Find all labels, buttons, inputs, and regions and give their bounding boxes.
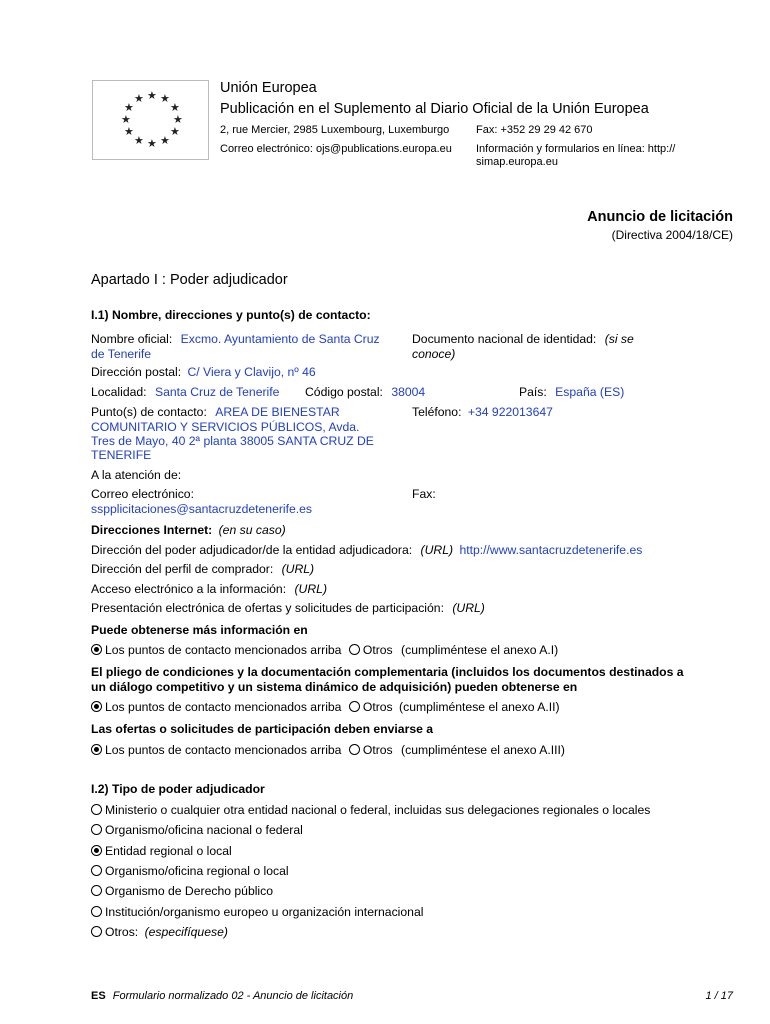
contacto-label: Punto(s) de contacto: — [91, 405, 207, 419]
section-title: Apartado I : Poder adjudicador — [91, 272, 288, 288]
perfil-label: Dirección del perfil de comprador: — [91, 562, 274, 576]
dni-hint: (si se — [604, 332, 634, 346]
internet-label: Direcciones Internet: — [91, 523, 213, 537]
contacto-value-4: TENERIFE — [91, 448, 152, 462]
fax-label: Fax: — [412, 487, 436, 501]
header-online-2: simap.europa.eu — [476, 156, 558, 168]
doc-subtitle: (Directiva 2004/18/CE) — [611, 228, 733, 242]
ofertas-options — [91, 743, 565, 757]
header-online: Información y formularios en línea: http:// — [476, 143, 676, 155]
opt-puntos-label: Los puntos de contacto mencionados arriba — [105, 700, 342, 714]
section-i1-title: I.1) Nombre, direcciones y punto(s) de contacto: — [91, 308, 371, 322]
star-icon: ★ — [170, 126, 180, 138]
contacto-value: AREA DE BIENESTAR — [215, 405, 340, 419]
acceso-label: Acceso electrónico a la información: — [91, 582, 287, 596]
radio-tipo-entidad-regional-selected[interactable] — [91, 845, 102, 856]
contacto-row — [91, 405, 340, 419]
radio-puntos-selected[interactable] — [91, 644, 102, 655]
tipo-label: Institución/organismo europeo u organización internacional — [105, 905, 424, 919]
tipo-option — [91, 905, 423, 919]
star-icon: ★ — [134, 93, 144, 105]
contacto-value-3: Tres de Mayo, 40 2ª planta 38005 SANTA CRUZ DE — [91, 434, 374, 448]
tipo-label: Ministerio o cualquier otra entidad nacional o federal, incluidas sus delegaciones regionales o locales — [105, 803, 651, 817]
tipo-option — [91, 823, 303, 837]
info-title: Puede obtenerse más información en — [91, 623, 308, 637]
star-icon: ★ — [147, 138, 157, 150]
pais-label: País: — [519, 385, 547, 399]
radio-tipo-otros[interactable] — [91, 926, 102, 937]
pliego-title: El pliego de condiciones y la documentación complementaria (incluidos los documentos destinados a — [91, 665, 684, 679]
dir-poder-link[interactable]: http://www.santacruzdetenerife.es — [459, 543, 643, 557]
radio-otros[interactable] — [349, 701, 360, 712]
eu-flag-logo — [92, 80, 209, 160]
cp-row — [305, 385, 425, 399]
anexo-a1: (cumpliméntese el anexo A.I) — [401, 643, 559, 657]
presentacion-row — [91, 601, 485, 615]
star-icon: ★ — [147, 90, 157, 102]
pliego-options — [91, 700, 560, 714]
url-hint: (URL) — [294, 582, 327, 596]
localidad-label: Localidad: — [91, 385, 147, 399]
radio-tipo-organismo-nacional[interactable] — [91, 824, 102, 835]
tipo-label: Otros: — [105, 925, 139, 939]
direccion-label: Dirección postal: — [91, 365, 182, 379]
nombre-value: Excmo. Ayuntamiento de Santa Cruz — [180, 332, 380, 346]
footer — [91, 990, 353, 1002]
internet-row — [91, 523, 286, 537]
radio-puntos-selected[interactable] — [91, 744, 102, 755]
perfil-row — [91, 562, 314, 576]
url-hint: (URL) — [452, 601, 485, 615]
header-address: 2, rue Mercier, 2985 Luxembourg, Luxemburgo — [220, 124, 450, 136]
tipo-label: Entidad regional o local — [105, 844, 232, 858]
tipo-option — [91, 864, 289, 878]
header-publication: Publicación en el Suplemento al Diario Oficial de la Unión Europea — [220, 101, 649, 117]
tipo-option — [91, 925, 228, 939]
otros-hint: (especifíquese) — [144, 925, 228, 939]
star-icon: ★ — [160, 135, 170, 147]
pais-row — [519, 385, 624, 399]
tipo-option — [91, 844, 232, 858]
opt-otros-label: Otros — [362, 643, 393, 657]
telefono-value: +34 922013647 — [467, 405, 553, 419]
ofertas-title: Las ofertas o solicitudes de participación deben enviarse a — [91, 722, 434, 736]
radio-puntos-selected[interactable] — [91, 701, 102, 712]
cp-value: 38004 — [391, 385, 426, 399]
dir-poder-label: Dirección del poder adjudicador/de la entidad adjudicadora: — [91, 543, 413, 557]
cp-label: Código postal: — [305, 385, 383, 399]
contacto-value-2: COMUNITARIO Y SERVICIOS PÚBLICOS, Avda. — [91, 420, 360, 434]
anexo-a2: (cumpliméntese el anexo A.II) — [399, 700, 560, 714]
correo-value: sspplicitaciones@santacruzdetenerife.es — [91, 502, 313, 516]
nombre-row — [91, 332, 380, 346]
internet-hint: (en su caso) — [218, 523, 286, 537]
radio-otros[interactable] — [349, 644, 360, 655]
presentacion-label: Presentación electrónica de ofertas y solicitudes de participación: — [91, 601, 444, 615]
opt-otros-label: Otros — [362, 700, 393, 714]
star-icon: ★ — [160, 93, 170, 105]
radio-tipo-derecho-publico[interactable] — [91, 885, 102, 896]
pliego-title-2: un diálogo competitivo y un sistema dinámico de adquisición) pueden obtenerse en — [91, 680, 578, 694]
dni-row — [412, 332, 634, 346]
footer-lang: ES — [91, 990, 106, 1002]
anexo-a3: (cumpliméntese el anexo A.III) — [401, 743, 565, 757]
tipo-label: Organismo/oficina nacional o federal — [105, 823, 303, 837]
dir-poder-row — [91, 543, 642, 557]
tipo-label: Organismo de Derecho público — [105, 884, 274, 898]
tipo-label: Organismo/oficina regional o local — [105, 864, 289, 878]
telefono-label: Teléfono: — [412, 405, 462, 419]
correo-label: Correo electrónico: — [91, 487, 194, 501]
radio-otros[interactable] — [349, 744, 360, 755]
direccion-value: C/ Viera y Clavijo, nº 46 — [187, 365, 316, 379]
dni-hint-2: conoce) — [412, 347, 456, 361]
pais-value: España (ES) — [555, 385, 625, 399]
opt-puntos-label: Los puntos de contacto mencionados arriba — [105, 643, 342, 657]
url-hint: (URL) — [420, 543, 454, 557]
star-icon: ★ — [134, 135, 144, 147]
header-fax: Fax: +352 29 29 42 670 — [476, 124, 593, 136]
direccion-row — [91, 365, 316, 379]
dni-label: Documento nacional de identidad: — [412, 332, 597, 346]
tipo-option — [91, 803, 650, 817]
star-icon: ★ — [124, 126, 134, 138]
star-icon: ★ — [124, 102, 134, 114]
url-hint: (URL) — [281, 562, 315, 576]
footer-form: Formulario normalizado 02 - Anuncio de licitación — [112, 990, 354, 1002]
section-i2-title: I.2) Tipo de poder adjudicador — [91, 782, 265, 796]
tipo-option — [91, 884, 273, 898]
opt-puntos-label: Los puntos de contacto mencionados arriba — [105, 743, 342, 757]
localidad-value: Santa Cruz de Tenerife — [154, 385, 280, 399]
doc-title: Anuncio de licitación — [587, 209, 733, 225]
radio-tipo-institucion-europea[interactable] — [91, 906, 102, 917]
radio-tipo-ministerio[interactable] — [91, 804, 102, 815]
radio-tipo-organismo-regional[interactable] — [91, 865, 102, 876]
acceso-row — [91, 582, 327, 596]
header-org: Unión Europea — [220, 80, 317, 96]
telefono-row — [412, 405, 553, 419]
star-icon: ★ — [121, 114, 131, 126]
atencion-label: A la atención de: — [91, 468, 182, 482]
header-email: Correo electrónico: ojs@publications.europa.eu — [220, 143, 452, 155]
opt-otros-label: Otros — [362, 743, 393, 757]
localidad-row — [91, 385, 279, 399]
star-icon: ★ — [170, 102, 180, 114]
footer-page: 1 / 17 — [705, 990, 733, 1002]
nombre-value-2: de Tenerife — [91, 347, 152, 361]
star-icon: ★ — [173, 114, 183, 126]
nombre-label: Nombre oficial: — [91, 332, 173, 346]
info-options — [91, 643, 558, 657]
